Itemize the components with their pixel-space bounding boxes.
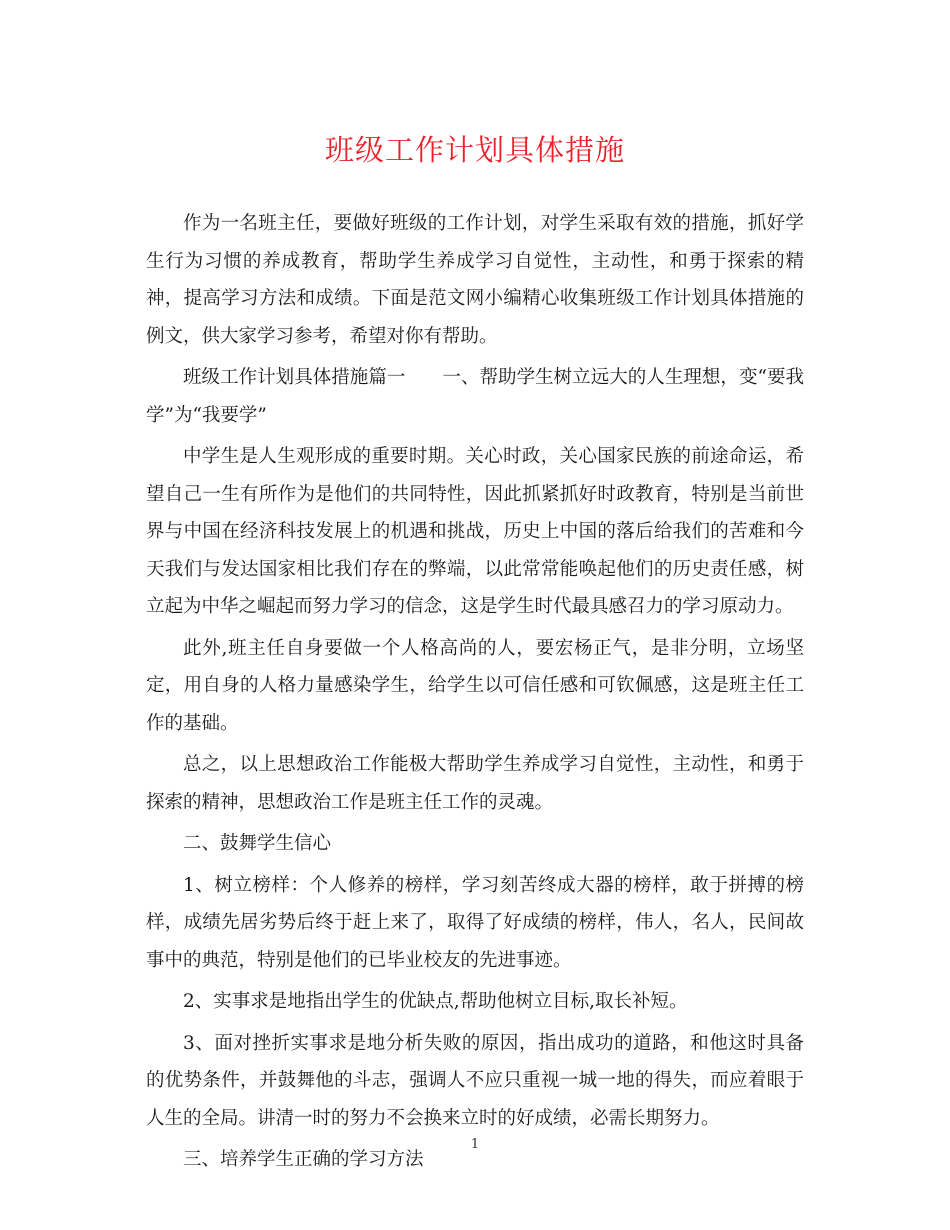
page-number: 1 <box>470 1137 480 1152</box>
paragraph-summary: 总之，以上思想政治工作能极大帮助学生养成学习自觉性，主动性，和勇于探索的精神，思想政治工作是班主任工作的灵魂。 <box>146 754 804 813</box>
document-body <box>146 205 804 1183</box>
paragraph-ideal: 中学生是人生观形成的重要时期。关心时政，关心国家民族的前途命运，希望自己一生有所作为是他们的共同特性，因此抓紧抓好时政教育，特别是当前世界与中国在经济科技发展上的机遇和挑战，历史上中国的落后给我们的苦难和今天我们与发达国家相比我们存在的弊端，以此常常能唤起他们的历史责任感，树立起为中华之崛起而努力学习的信念，这是学生时代最具感召力的学习原动力。 <box>146 446 804 617</box>
paragraph-section-2-heading: 二、鼓舞学生信心 <box>183 833 332 854</box>
paragraph-intro: 作为一名班主任，要做好班级的工作计划，对学生采取有效的措施，抓好学生行为习惯的养成教育，帮助学生养成学习自觉性，主动性，和勇于探索的精神，提高学习方法和成绩。下面是范文网小编精心收集班级工作计划具体措施的例文，供大家学习参考，希望对你有帮助。 <box>146 213 804 347</box>
paragraph-role-models: 1、树立榜样：个人修养的榜样，学习刻苦终成大器的榜样，敢于拼搏的榜样，成绩先居劣势后终于赶上来了，取得了好成绩的榜样，伟人，名人，民间故事中的典范，特别是他们的已毕业校友的先进事迹。 <box>146 874 804 971</box>
paragraph-section-3-heading: 三、培养学生正确的学习方法 <box>183 1149 424 1170</box>
paragraph-section-1-heading: 班级工作计划具体措施篇一 一、帮助学生树立远大的人生理想，变“要我学”为“我要学” <box>146 367 804 426</box>
document-title: 班级工作计划具体措施 <box>324 133 625 167</box>
paragraph-personality: 此外,班主任自身要做一个人格高尚的人，要宏杨正气，是非分明，立场坚定，用自身的人格力量感染学生，给学生以可信任感和可钦佩感，这是班主任工作的基础。 <box>146 637 804 734</box>
paragraph-setbacks: 3、面对挫折实事求是地分析失败的原因，指出成功的道路，和他这时具备的优势条件，并鼓舞他的斗志，强调人不应只重视一城一地的得失，而应着眼于人生的全局。讲清一时的努力不会换来立时的好成绩，必需长期努力。 <box>146 1032 804 1129</box>
paragraph-strengths: 2、实事求是地指出学生的优缺点,帮助他树立目标,取长补短。 <box>183 991 688 1012</box>
